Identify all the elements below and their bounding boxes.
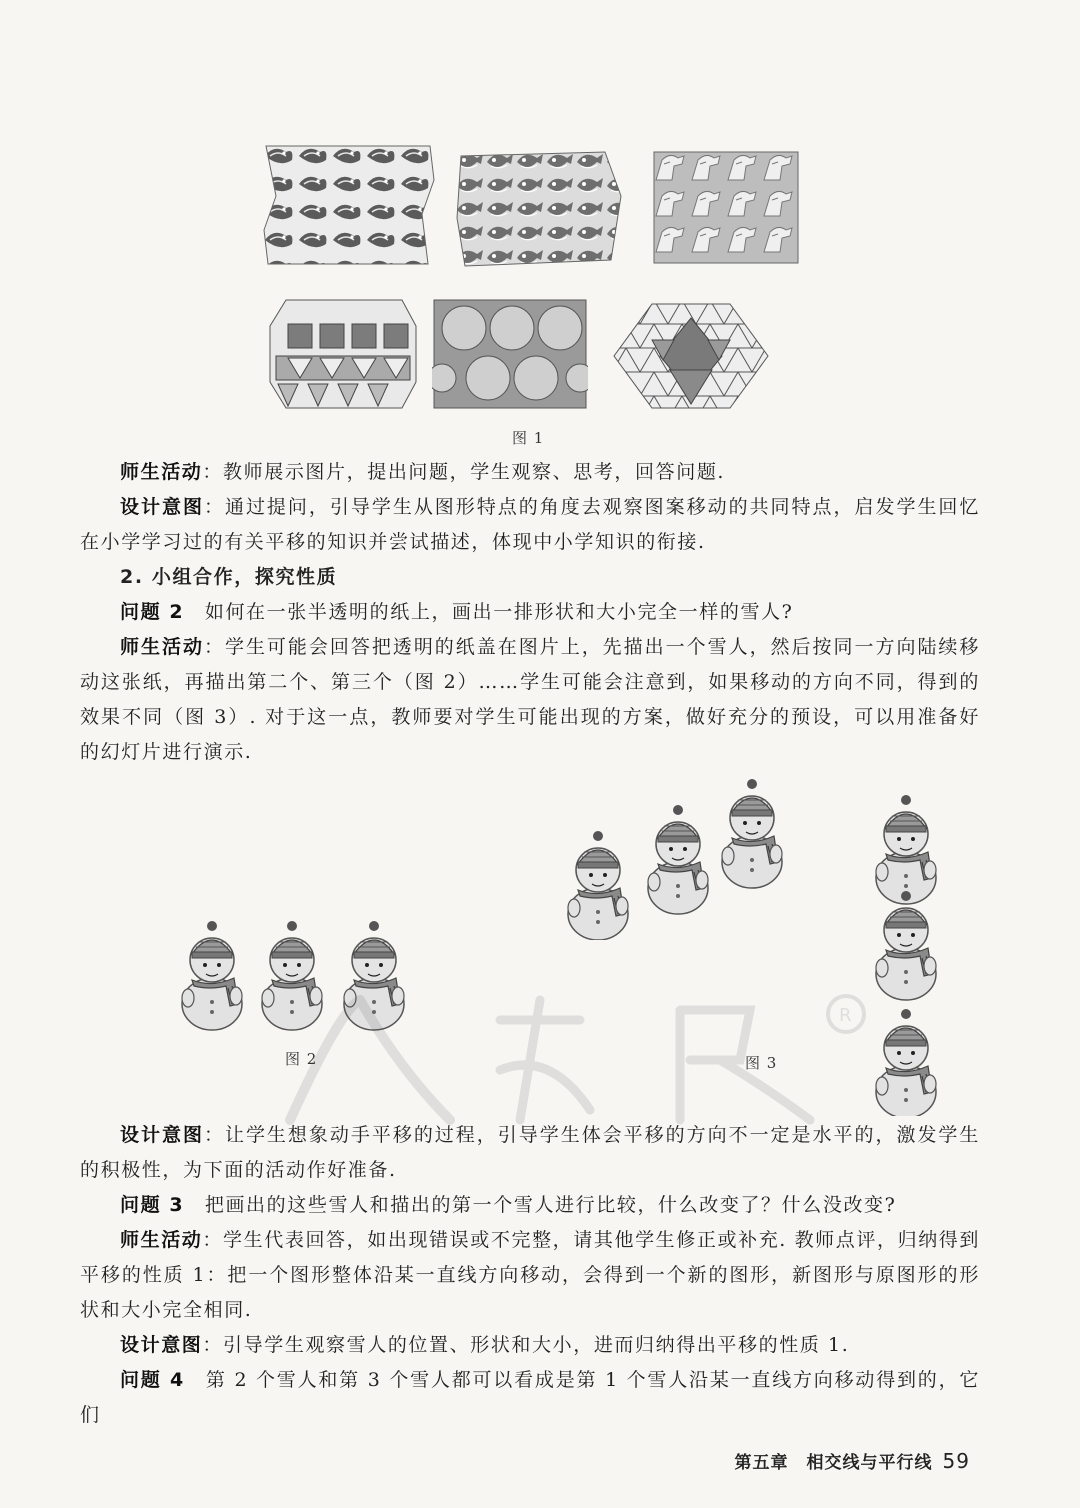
tessellation-circles bbox=[432, 298, 588, 410]
label: 师生活动 bbox=[120, 461, 203, 483]
teacher-activity-paragraph-3: 师生活动：学生代表回答，如出现错误或不完整，请其他学生修正或补充. 教师点评，归纳得到平移的性质 1：把一个图形整体沿某一直线方向移动，会得到一个新的图形，新图形与原图形的形状和大小完全相同. bbox=[80, 1229, 980, 1321]
label: 问题 4 bbox=[120, 1369, 185, 1391]
tessellation-fish bbox=[455, 148, 625, 270]
page-number: 59 bbox=[942, 1449, 970, 1473]
chapter-title: 第五章 相交线与平行线 bbox=[734, 1453, 933, 1473]
question-3 bbox=[80, 1188, 980, 1223]
figure-2-caption: 图 2 bbox=[285, 1050, 318, 1068]
label: 设计意图 bbox=[120, 1124, 204, 1146]
text: 如何在一张半透明的纸上，画出一排形状和大小完全一样的雪人? bbox=[204, 601, 794, 623]
design-intent-paragraph-1: 设计意图：通过提问，引导学生从图形特点的角度去观察图案移动的共同特点，启发学生回忆在小学学习过的有关平移的知识并尝试描述，体现中小学知识的衔接. bbox=[80, 496, 981, 553]
teacher-activity-paragraph-2: 师生活动：学生可能会回答把透明的纸盖在图片上，先描出一个雪人，然后按同一方向陆续移动这张纸，再描出第二个、第三个（图 2）……学生可能会注意到，如果移动的方向不同，得到的效果不同（图 3）. 对于这一点，教师要对学生可能出现的方案，做好充分的预设，可以用准备好的幻灯片进行演示. bbox=[80, 636, 981, 763]
label: 设计意图 bbox=[120, 1334, 203, 1356]
figure-3-vertical-snowmen bbox=[872, 786, 944, 1116]
tessellation-octagon-strip bbox=[268, 298, 418, 410]
text: 让学生想象动手平移的过程，引导学生体会平移的方向不一定是水平的，激发学生的积极性，为下面的活动作好准备. bbox=[80, 1124, 981, 1181]
figure-1-caption: 图 1 bbox=[512, 429, 545, 447]
design-intent-paragraph-3: 设计意图：引导学生观察雪人的位置、形状和大小，进而归纳得出平移的性质 1. bbox=[120, 1334, 850, 1356]
design-intent-paragraph-2: 设计意图：让学生想象动手平移的过程，引导学生体会平移的方向不一定是水平的，激发学生的积极性，为下面的活动作好准备. bbox=[80, 1124, 981, 1181]
text: 第 2 个雪人和第 3 个雪人都可以看成是第 1 个雪人沿某一直线方向移动得到的，它们 bbox=[80, 1369, 980, 1426]
text: 把画出的这些雪人和描出的第一个雪人进行比较，什么改变了？什么没改变? bbox=[204, 1194, 897, 1216]
text: 通过提问，引导学生从图形特点的角度去观察图案移动的共同特点，启发学生回忆在小学学习过的有关平移的知识并尝试描述，体现中小学知识的衔接. bbox=[80, 496, 981, 553]
section-heading: 2. 小组合作，探究性质 bbox=[120, 566, 338, 588]
tessellation-hexagram bbox=[612, 300, 770, 412]
tessellation-horses bbox=[652, 150, 800, 265]
label: 问题 3 bbox=[120, 1194, 185, 1216]
label: 问题 2 bbox=[120, 601, 185, 623]
figure-3-caption: 图 3 bbox=[745, 1054, 778, 1072]
question-2 bbox=[80, 595, 980, 630]
label: 设计意图 bbox=[120, 496, 204, 518]
text: 教师展示图片，提出问题，学生观察、思考，回答问题. bbox=[223, 461, 726, 483]
teacher-activity-paragraph-1: 师生活动：教师展示图片，提出问题，学生观察、思考，回答问题. bbox=[120, 461, 726, 483]
question-4 bbox=[80, 1363, 980, 1433]
svg-text:R: R bbox=[839, 1005, 852, 1026]
label: 师生活动 bbox=[120, 636, 204, 658]
page-footer bbox=[735, 1448, 970, 1473]
tessellation-birds bbox=[262, 140, 437, 270]
figure-3-diagonal-snowmen bbox=[566, 770, 796, 940]
text: 学生可能会回答把透明的纸盖在图片上，先描出一个雪人，然后按同一方向陆续移动这张纸，再描出第二个、第三个（图 2）……学生可能会注意到，如果移动的方向不同，得到的效果不同（图 3）. 对于这一点，教师要对学生可能出现的方案，做好充分的预设，可以用准备好的幻灯片进行演示. bbox=[80, 636, 981, 763]
text: 学生代表回答，如出现错误或不完整，请其他学生修正或补充. 教师点评，归纳得到平移的性质 1：把一个图形整体沿某一直线方向移动，会得到一个新的图形，新图形与原图形的形状和大小完全相同. bbox=[80, 1229, 980, 1321]
label: 师生活动 bbox=[120, 1229, 203, 1251]
figure-2-snowmen bbox=[180, 912, 420, 1032]
text: 引导学生观察雪人的位置、形状和大小，进而归纳得出平移的性质 1. bbox=[223, 1334, 850, 1356]
